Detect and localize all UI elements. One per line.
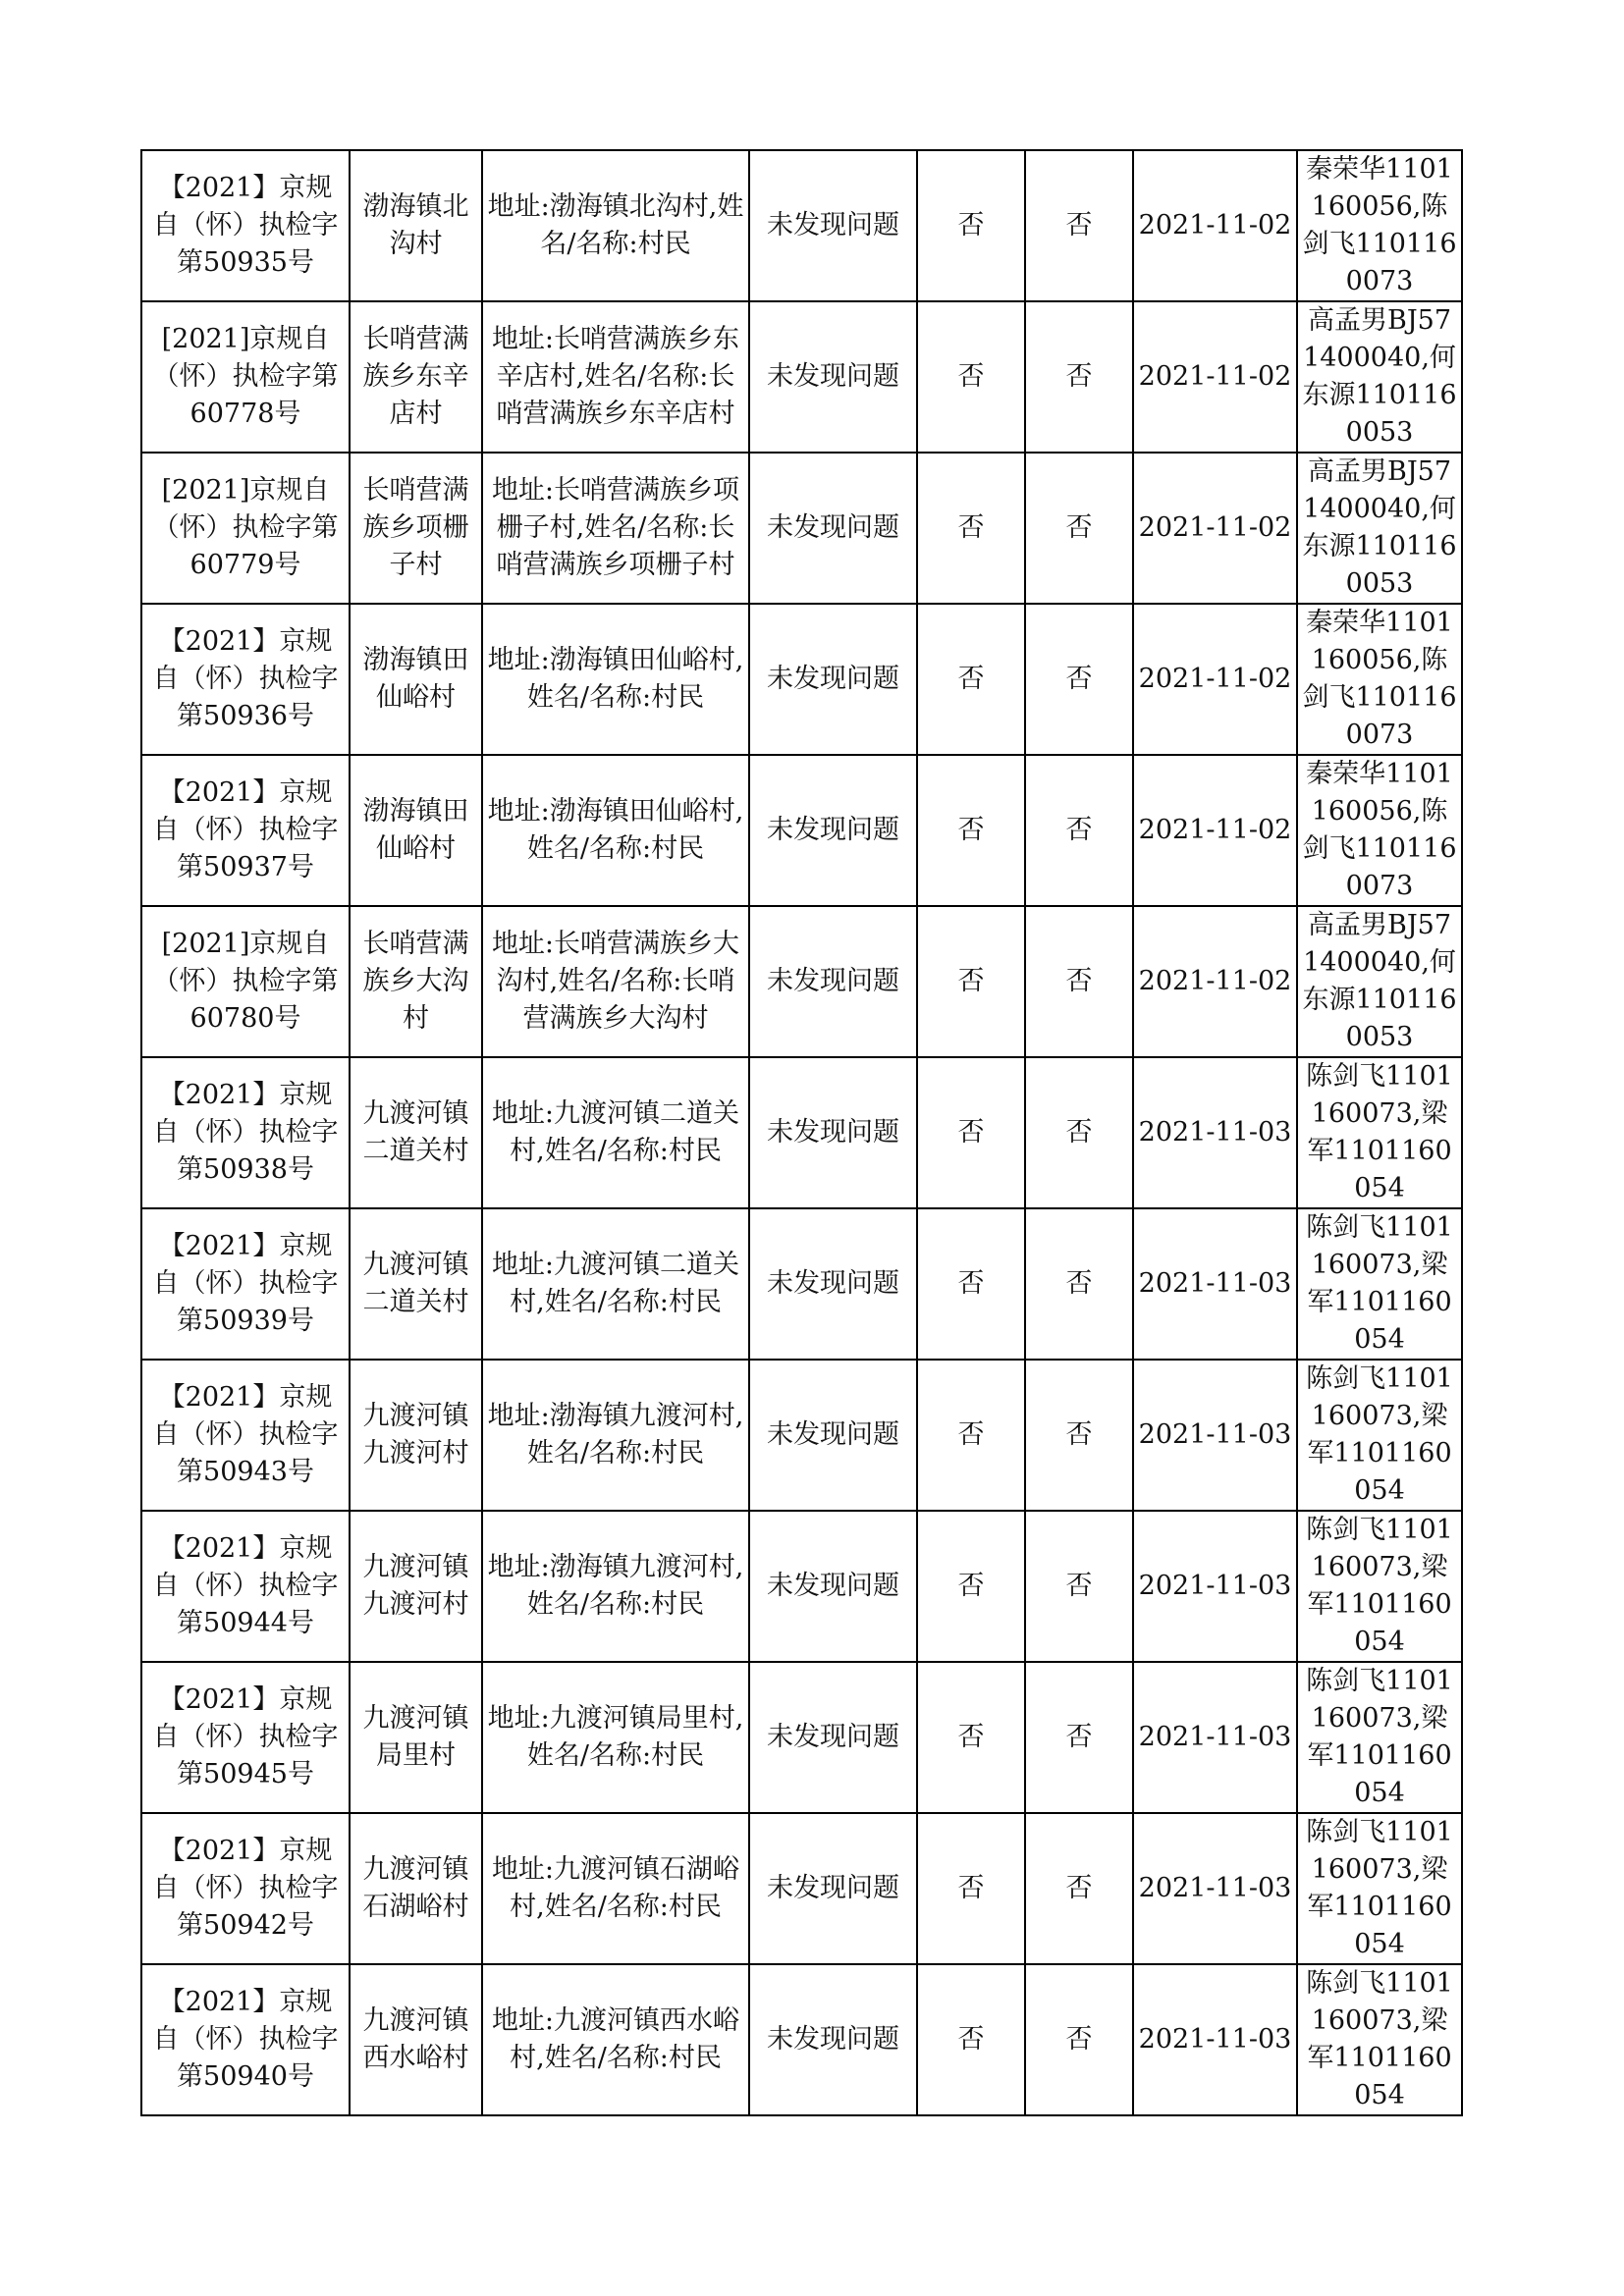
table-row — [141, 1360, 1462, 1511]
subject-cell: 地址:长哨营满族乡大沟村,姓名/名称:长哨营满族乡大沟村 — [482, 906, 749, 1057]
flag2-cell: 否 — [1025, 1964, 1133, 2115]
inspectors-cell: 陈剑飞1101160073,梁军1101160054 — [1297, 1360, 1462, 1511]
flag1-cell: 否 — [917, 1813, 1025, 1964]
date-cell: 2021-11-02 — [1133, 453, 1297, 604]
inspectors-cell: 秦荣华1101160056,陈剑飞1101160073 — [1297, 755, 1462, 906]
flag2-cell: 否 — [1025, 755, 1133, 906]
flag2-cell: 否 — [1025, 1360, 1133, 1511]
subject-cell: 地址:渤海镇北沟村,姓名/名称:村民 — [482, 150, 749, 301]
doc-number-cell: [2021]京规自（怀）执检字第60780号 — [141, 906, 350, 1057]
place-cell: 九渡河镇二道关村 — [350, 1057, 482, 1208]
subject-cell: 地址:九渡河镇二道关村,姓名/名称:村民 — [482, 1208, 749, 1360]
flag1-cell: 否 — [917, 906, 1025, 1057]
subject-cell: 地址:渤海镇田仙峪村,姓名/名称:村民 — [482, 755, 749, 906]
result-cell: 未发现问题 — [749, 1208, 917, 1360]
flag2-cell: 否 — [1025, 1511, 1133, 1662]
place-cell: 九渡河镇九渡河村 — [350, 1360, 482, 1511]
date-cell: 2021-11-03 — [1133, 1813, 1297, 1964]
flag2-cell: 否 — [1025, 1662, 1133, 1813]
result-cell: 未发现问题 — [749, 1813, 917, 1964]
doc-number-cell: 【2021】京规自（怀）执检字第50938号 — [141, 1057, 350, 1208]
inspectors-cell: 陈剑飞1101160073,梁军1101160054 — [1297, 1813, 1462, 1964]
result-cell: 未发现问题 — [749, 1511, 917, 1662]
flag1-cell: 否 — [917, 1964, 1025, 2115]
inspectors-cell: 高孟男BJ571400040,何东源1101160053 — [1297, 906, 1462, 1057]
date-cell: 2021-11-02 — [1133, 906, 1297, 1057]
result-cell: 未发现问题 — [749, 301, 917, 453]
doc-number-cell: 【2021】京规自（怀）执检字第50943号 — [141, 1360, 350, 1511]
inspectors-cell: 高孟男BJ571400040,何东源1101160053 — [1297, 453, 1462, 604]
flag1-cell: 否 — [917, 150, 1025, 301]
result-cell: 未发现问题 — [749, 1662, 917, 1813]
flag1-cell: 否 — [917, 1511, 1025, 1662]
date-cell: 2021-11-02 — [1133, 755, 1297, 906]
table-row — [141, 755, 1462, 906]
subject-cell: 地址:渤海镇田仙峪村,姓名/名称:村民 — [482, 604, 749, 755]
flag1-cell: 否 — [917, 453, 1025, 604]
table-row — [141, 1964, 1462, 2115]
result-cell: 未发现问题 — [749, 604, 917, 755]
result-cell: 未发现问题 — [749, 1057, 917, 1208]
date-cell: 2021-11-02 — [1133, 604, 1297, 755]
place-cell: 渤海镇田仙峪村 — [350, 755, 482, 906]
subject-cell: 地址:九渡河镇局里村,姓名/名称:村民 — [482, 1662, 749, 1813]
inspectors-cell: 陈剑飞1101160073,梁军1101160054 — [1297, 1511, 1462, 1662]
inspectors-cell: 陈剑飞1101160073,梁军1101160054 — [1297, 1208, 1462, 1360]
flag1-cell: 否 — [917, 301, 1025, 453]
subject-cell: 地址:九渡河镇西水峪村,姓名/名称:村民 — [482, 1964, 749, 2115]
inspectors-cell: 秦荣华1101160056,陈剑飞1101160073 — [1297, 604, 1462, 755]
table-row — [141, 301, 1462, 453]
inspectors-cell: 陈剑飞1101160073,梁军1101160054 — [1297, 1964, 1462, 2115]
result-cell: 未发现问题 — [749, 755, 917, 906]
flag2-cell: 否 — [1025, 906, 1133, 1057]
doc-number-cell: 【2021】京规自（怀）执检字第50939号 — [141, 1208, 350, 1360]
place-cell: 长哨营满族乡项栅子村 — [350, 453, 482, 604]
subject-cell: 地址:渤海镇九渡河村,姓名/名称:村民 — [482, 1511, 749, 1662]
place-cell: 渤海镇北沟村 — [350, 150, 482, 301]
table-row — [141, 604, 1462, 755]
table-row — [141, 1208, 1462, 1360]
table-body — [141, 150, 1462, 2115]
date-cell: 2021-11-03 — [1133, 1662, 1297, 1813]
doc-number-cell: 【2021】京规自（怀）执检字第50944号 — [141, 1511, 350, 1662]
flag2-cell: 否 — [1025, 604, 1133, 755]
place-cell: 九渡河镇二道关村 — [350, 1208, 482, 1360]
result-cell: 未发现问题 — [749, 906, 917, 1057]
flag1-cell: 否 — [917, 1057, 1025, 1208]
result-cell: 未发现问题 — [749, 150, 917, 301]
table-row — [141, 1662, 1462, 1813]
result-cell: 未发现问题 — [749, 453, 917, 604]
date-cell: 2021-11-03 — [1133, 1511, 1297, 1662]
flag1-cell: 否 — [917, 1360, 1025, 1511]
place-cell: 九渡河镇西水峪村 — [350, 1964, 482, 2115]
table-row — [141, 1813, 1462, 1964]
flag1-cell: 否 — [917, 1662, 1025, 1813]
place-cell: 九渡河镇局里村 — [350, 1662, 482, 1813]
flag2-cell: 否 — [1025, 453, 1133, 604]
subject-cell: 地址:九渡河镇石湖峪村,姓名/名称:村民 — [482, 1813, 749, 1964]
place-cell: 九渡河镇石湖峪村 — [350, 1813, 482, 1964]
place-cell: 九渡河镇九渡河村 — [350, 1511, 482, 1662]
subject-cell: 地址:渤海镇九渡河村,姓名/名称:村民 — [482, 1360, 749, 1511]
inspectors-cell: 秦荣华1101160056,陈剑飞1101160073 — [1297, 150, 1462, 301]
subject-cell: 地址:长哨营满族乡东辛店村,姓名/名称:长哨营满族乡东辛店村 — [482, 301, 749, 453]
date-cell: 2021-11-03 — [1133, 1208, 1297, 1360]
doc-number-cell: 【2021】京规自（怀）执检字第50935号 — [141, 150, 350, 301]
flag2-cell: 否 — [1025, 301, 1133, 453]
table-row — [141, 1511, 1462, 1662]
table-row — [141, 150, 1462, 301]
subject-cell: 地址:九渡河镇二道关村,姓名/名称:村民 — [482, 1057, 749, 1208]
inspection-table — [140, 149, 1463, 2116]
date-cell: 2021-11-03 — [1133, 1360, 1297, 1511]
table-row — [141, 453, 1462, 604]
place-cell: 长哨营满族乡大沟村 — [350, 906, 482, 1057]
doc-number-cell: 【2021】京规自（怀）执检字第50937号 — [141, 755, 350, 906]
flag1-cell: 否 — [917, 755, 1025, 906]
doc-number-cell: [2021]京规自（怀）执检字第60778号 — [141, 301, 350, 453]
place-cell: 长哨营满族乡东辛店村 — [350, 301, 482, 453]
doc-number-cell: 【2021】京规自（怀）执检字第50936号 — [141, 604, 350, 755]
flag2-cell: 否 — [1025, 1813, 1133, 1964]
date-cell: 2021-11-03 — [1133, 1964, 1297, 2115]
date-cell: 2021-11-02 — [1133, 150, 1297, 301]
flag1-cell: 否 — [917, 604, 1025, 755]
table-row — [141, 1057, 1462, 1208]
flag1-cell: 否 — [917, 1208, 1025, 1360]
date-cell: 2021-11-02 — [1133, 301, 1297, 453]
doc-number-cell: [2021]京规自（怀）执检字第60779号 — [141, 453, 350, 604]
table-row — [141, 906, 1462, 1057]
flag2-cell: 否 — [1025, 1208, 1133, 1360]
inspectors-cell: 陈剑飞1101160073,梁军1101160054 — [1297, 1662, 1462, 1813]
doc-number-cell: 【2021】京规自（怀）执检字第50945号 — [141, 1662, 350, 1813]
flag2-cell: 否 — [1025, 1057, 1133, 1208]
date-cell: 2021-11-03 — [1133, 1057, 1297, 1208]
inspectors-cell: 陈剑飞1101160073,梁军1101160054 — [1297, 1057, 1462, 1208]
flag2-cell: 否 — [1025, 150, 1133, 301]
inspectors-cell: 高孟男BJ571400040,何东源1101160053 — [1297, 301, 1462, 453]
doc-number-cell: 【2021】京规自（怀）执检字第50940号 — [141, 1964, 350, 2115]
doc-number-cell: 【2021】京规自（怀）执检字第50942号 — [141, 1813, 350, 1964]
subject-cell: 地址:长哨营满族乡项栅子村,姓名/名称:长哨营满族乡项栅子村 — [482, 453, 749, 604]
place-cell: 渤海镇田仙峪村 — [350, 604, 482, 755]
result-cell: 未发现问题 — [749, 1360, 917, 1511]
result-cell: 未发现问题 — [749, 1964, 917, 2115]
